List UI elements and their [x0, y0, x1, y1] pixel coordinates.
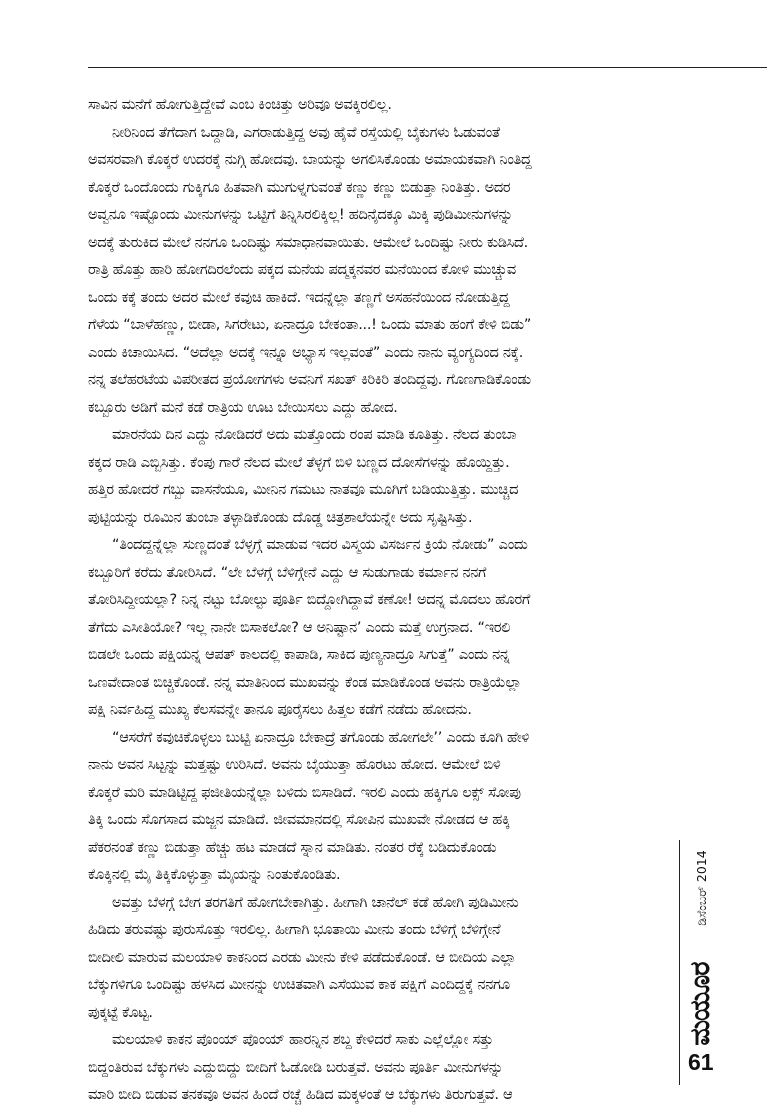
text-line: ಎಂದು ಕಿಚಾಯಿಸಿದ. “ಅದೆಲ್ಲಾ ಅದಕ್ಕೆ ಇನ್ನೂ ಅಭ್ಯಾಸ ಇಲ್ಲವಂತೆ” ಎಂದು ನಾನು ವ್ಯಂಗ್ಯದಿಂದ ನಕ್ಕೆ.	[88, 344, 524, 361]
text-line: ಹಿಡಿದು ತರುವಷ್ಟು ಪುರುಸೊತ್ತು ಇರಲಿಲ್ಲ. ಹೀಗಾಗಿ ಭೂತಾಯಿ ಮೀನು ತಂದು ಬೆಳಿಗ್ಗೆ ಬೆಳಿಗ್ಗೇನೆ	[88, 922, 501, 938]
text-line: ಬಿಡಲೇ ಒಂದು ಪಕ್ಷಿಯನ್ನ ಆಪತ್ ಕಾಲದಲ್ಲಿ ಕಾಪಾಡಿ, ಸಾಕಿದ ಪುಣ್ಯನಾದ್ರೂ ಸಿಗುತ್ತೆ” ಎಂದು ನನ್ನ	[88, 647, 510, 663]
text-line: ಬೀದೀಲಿ ಮಾರುವ ಮಲಯಾಳಿ ಕಾಕನಿಂದ ಎರಡು ಮೀನು ಕೇಳಿ ಪಡೆದುಕೊಂಡೆ. ಆ ಬೀದಿಯ ಎಲ್ಲಾ	[88, 949, 516, 966]
page-number: 61	[688, 1049, 714, 1075]
text-line: ಅವತ್ತು ಬೆಳಗ್ಗೆ ಬೇಗ ತರಗತಿಗೆ ಹೋಗಬೇಕಾಗಿತ್ತು. ಹೀಗಾಗಿ ಚಾನೆಲ್ ಕಡೆ ಹೋಗಿ ಪುಡಿಮೀನು	[112, 894, 519, 911]
text-line: ಒಣವೇದಾಂತ ಬಿಚ್ಚಿಕೊಂಡೆ. ನನ್ನ ಮಾತಿನಿಂದ ಮುಖವನ್ನು ಕೆಂಡ ಮಾಡಿಕೊಂಡ ಅವನು ರಾತ್ರಿಯೆಲ್ಲಾ	[88, 674, 522, 691]
issue-date: ಡಿಸೆಂಬರ್ 2014	[694, 850, 709, 926]
text-line: ಕೊಕ್ಕರೆ ಮರಿ ಮಾಡಿಟ್ಟಿದ್ದ ಫಜೀತಿಯನ್ನೆಲ್ಲಾ ಬಳಿದು ಬಿಸಾಡಿದೆ. ಇರಲಿ ಎಂದು ಹಕ್ಕಿಗೂ ಲಕ್ಸ್ ಸೋಪು	[88, 784, 521, 801]
text-line: ಪೆಕರನಂತೆ ಕಣ್ಣು ಬಿಡುತ್ತಾ ಹೆಚ್ಚು ಹಟ ಮಾಡದೆ ಸ್ನಾನ ಮಾಡಿತು. ನಂತರ ರೆಕ್ಕೆ ಬಡಿದುಕೊಂಡು	[88, 839, 497, 856]
magazine-sidebar	[685, 840, 715, 1045]
text-line: ಬೆಕ್ಕುಗಳಿಗೂ ಒಂದಿಷ್ಟು ಹಳಸಿದ ಮೀನನ್ನು ಉಚಿತವಾಗಿ ಎಸೆಯುವ ಕಾಕ ಪಕ್ಷಿಗೆ ಎಂದಿದ್ದಕ್ಕೆ ನನಗೂ	[88, 977, 510, 993]
text-line: “ತಿಂದದ್ದನ್ನೆಲ್ಲಾ ಸುಣ್ಣದಂತೆ ಬೆಳ್ಳಗ್ಗೆ ಮಾಡುವ ಇದರ ವಿಸ್ಮಯ ವಿಸರ್ಜನ ಕ್ರಿಯೆ ನೋಡು” ಎಂದು	[112, 537, 528, 553]
text-line: ತಿಕ್ಕಿ ಒಂದು ಸೊಗಸಾದ ಮಜ್ಜನ ಮಾಡಿದೆ. ಜೀವಮಾನದಲ್ಲಿ ಸೋಪಿನ ಮುಖವೇ ನೋಡದ ಆ ಹಕ್ಕಿ	[88, 812, 510, 828]
text-line: ಕೊಕ್ಕಿನಲ್ಲಿ ಮೈ ತಿಕ್ಕಿಕೊಳ್ಳುತ್ತಾ ಮೈಯನ್ನು ನಿಂತುಕೊಂಡಿತು.	[88, 867, 341, 883]
text-line: ತೆಗೆದು ಎಸೀತಿಯೋ? ಇಲ್ಲ ನಾನೇ ಬಿಸಾಕಲೋ? ಆ ಅನಿಷ್ಟಾನ’ ಎಂದು ಮತ್ತೆ ಉಗ್ರನಾದ. “ಇರಲಿ	[88, 619, 511, 636]
text-line: ಅದಕ್ಕೆ ತುರುಕಿದ ಮೇಲೆ ನನಗೂ ಒಂದಿಷ್ಟು ಸಮಾಧಾನವಾಯಿತು. ಆಮೇಲೆ ಒಂದಿಷ್ಟು ನೀರು ಕುಡಿಸಿದೆ.	[88, 234, 528, 251]
text-line: ಕೊಕ್ಕರೆ ಒಂದೊಂದು ಗುಕ್ಕಿಗೂ ಹಿತವಾಗಿ ಮುಗುಳ್ನಗುವಂತೆ ಕಣ್ಣು ಕಣ್ಣು ಬಿಡುತ್ತಾ ನಿಂತಿತ್ತು. ಅದರ	[88, 179, 511, 196]
text-line: ಗೆಳೆಯ “ಬಾಳೆಹಣ್ಣು, ಬೀಡಾ, ಸಿಗರೇಟು, ಏನಾದ್ರೂ ಬೇಕಂತಾ...! ಒಂದು ಮಾತು ಹಂಗೆ ಕೇಳಿ ಬಿಡು”	[88, 317, 532, 333]
top-rule	[88, 67, 767, 68]
text-line: “ಆಸರೆಗೆ ಕವುಚಿಕೊಳ್ಳಲು ಬುಟ್ಟಿ ಏನಾದ್ರೂ ಬೇಕಾದ್ರೆ ತಗೊಂಡು ಹೋಗಲೇ’’ ಎಂದು ಕೂಗಿ ಹೇಳಿ	[112, 729, 530, 746]
text-line: ನಾನು ಅವನ ಸಿಟ್ಟನ್ನು ಮತ್ತಷ್ಟು ಉರಿಸಿದೆ. ಅವನು ಬೈಯುತ್ತಾ ಹೊರಟು ಹೋದ. ಆಮೇಲೆ ಬಿಳಿ	[88, 757, 501, 773]
text-line: ಕಕ್ಕದ ರಾಡಿ ಎಬ್ಬಿಸಿತ್ತು. ಕೆಂಪು ಗಾರೆ ನೆಲದ ಮೇಲೆ ತೆಳ್ಳಗೆ ಬಿಳಿ ಬಣ್ಣದ ದೋಸೆಗಳನ್ನು ಹೊಯ್ದಿತ್ತು.	[88, 454, 510, 471]
text-line: ಮಾರಿ ಬೀದಿ ಬಿಡುವ ತನಕವೂ ಅವನ ಹಿಂದೆ ರಚ್ಚೆ ಹಿಡಿದ ಮಕ್ಕಳಂತೆ ಆ ಬೆಕ್ಕುಗಳು ತಿರುಗುತ್ತವೆ. ಆ	[88, 1087, 513, 1103]
text-line: ಕಬ್ಬೂರಿಗೆ ಕರೆದು ತೋರಿಸಿದೆ. “ಲೇ ಬೆಳಗ್ಗೆ ಬೆಳಿಗ್ಗೇನೆ ಎದ್ದು ಆ ಸುಡುಗಾಡು ಕರ್ಮಾನ ನನಗೆ	[88, 564, 487, 581]
text-line: ನನ್ನ ತಲೆಹರಟೆಯ ವಿಪರೀತದ ಪ್ರಯೋಗಗಳು ಅವನಿಗೆ ಸಖತ್ ಕಿರಿಕಿರಿ ತಂದಿದ್ದವು. ಗೊಣಗಾಡಿಕೊಂಡು	[88, 372, 531, 388]
magazine-name: ಮಯೂರ	[685, 962, 716, 1046]
text-line: ಸಾವಿನ ಮನೆಗೆ ಹೋಗುತ್ತಿದ್ದೇವೆ ಎಂಬ ಕಿಂಚಿತ್ತು ಅರಿವೂ ಅವಕ್ಕಿರಲಿಲ್ಲ.	[88, 97, 392, 113]
text-line: ಬಿದ್ದಂತಿರುವ ಬೆಕ್ಕುಗಳು ಎದ್ದುಬಿದ್ದು ಬೀದಿಗೆ ಓಡೋಡಿ ಬರುತ್ತವೆ. ಅವನು ಪೂರ್ತಿ ಮೀನುಗಳನ್ನು	[88, 1059, 504, 1076]
text-line: ತೋರಿಸಿದ್ದೀಯಲ್ಲಾ? ನಿನ್ನ ನಟ್ಟು ಬೋಲ್ಟು ಪೂರ್ತಿ ಬಿದ್ದೋಗಿದ್ದಾವೆ ಕಣೋ! ಅದನ್ನ ಮೊದಲು ಹೊರಗೆ	[88, 592, 531, 608]
article-body	[88, 92, 678, 1110]
text-line: ಪುಟ್ಟಿಯನ್ನು ರೂಮಿನ ತುಂಬಾ ತಳ್ಳಾಡಿಕೊಂಡು ದೊಡ್ಡ ಚಿತ್ರಶಾಲೆಯನ್ನೇ ಅದು ಸೃಷ್ಟಿಸಿತ್ತು.	[88, 509, 473, 526]
text-line: ಹತ್ತಿರ ಹೋದರೆ ಗಬ್ಬು ವಾಸನೆಯೂ, ಮೀನಿನ ಗಮಟು ನಾತವೂ ಮೂಗಿಗೆ ಬಡಿಯುತ್ತಿತ್ತು. ಮುಚ್ಚಿದ	[88, 482, 519, 498]
text-line: ಕಬ್ಬೂರು ಅಡಿಗೆ ಮನೆ ಕಡೆ ರಾತ್ರಿಯ ಊಟ ಬೇಯಿಸಲು ಎದ್ದು ಹೋದ.	[88, 399, 398, 416]
text-line: ಮಲಯಾಳಿ ಕಾಕನ ಪೊಂಯ್ ಪೊಂಯ್ ಹಾರನ್ನಿನ ಶಬ್ದ ಕೇಳಿದರೆ ಸಾಕು ಎಲ್ಲೆಲ್ಲೋ ಸತ್ತು	[112, 1032, 494, 1048]
text-line: ಅವ್ವನೂ ಇಷ್ಟೊಂದು ಮೀನುಗಳನ್ನು ಒಟ್ಟಿಗೆ ತಿನ್ನಿಸಿರಲಿಕ್ಕಿಲ್ಲ! ಹದಿನೈದಕ್ಕೂ ಮಿಕ್ಕಿ ಪುಡಿಮೀನುಗಳನ್ನು	[88, 207, 513, 223]
text-line: ಪಕ್ಷಿ ನಿರ್ವಹಿದ್ದ ಮುಖ್ಯ ಕೆಲಸವನ್ನೇ ತಾನೂ ಪೂರೈಸಲು ಹಿತ್ತಲ ಕಡೆಗೆ ನಡೆದು ಹೋದನು.	[88, 702, 472, 718]
text-line: ನೀರಿನಿಂದ ತೆಗೆದಾಗ ಒದ್ದಾಡಿ, ಎಗರಾಡುತ್ತಿದ್ದ ಅವು ಹೈವೆ ರಸ್ತೆಯಲ್ಲಿ ಬೈಕುಗಳು ಓಡುವಂತೆ	[112, 124, 500, 141]
text-line: ಮಾರನೆಯ ದಿನ ಎದ್ದು ನೋಡಿದರೆ ಅದು ಮತ್ತೊಂದು ರಂಪ ಮಾಡಿ ಕೂತಿತ್ತು. ನೆಲದ ತುಂಬಾ	[112, 427, 517, 443]
text-line: ಪುಕ್ಕಟ್ಟೆ ಕೊಟ್ಟ.	[88, 1004, 153, 1021]
text-line: ಅವಸರವಾಗಿ ಕೊಕ್ಕರೆ ಉದರಕ್ಕೆ ನುಗ್ಗಿ ಹೋದವು. ಬಾಯನ್ನು ಅಗಲಿಸಿಕೊಂಡು ಅಮಾಯಕವಾಗಿ ನಿಂತಿದ್ದ	[88, 152, 532, 168]
sidebar-rule	[679, 840, 680, 1085]
text-line: ರಾತ್ರಿ ಹೊತ್ತು ಹಾರಿ ಹೋಗದಿರಲೆಂದು ಪಕ್ಕದ ಮನೆಯ ಪದ್ಮಕ್ಕನವರ ಮನೆಯಿಂದ ಕೋಳಿ ಮುಚ್ಚುವ	[88, 262, 516, 278]
text-line: ಒಂದು ಕಕ್ಕೆ ತಂದು ಅದರ ಮೇಲೆ ಕವುಚಿ ಹಾಕಿದೆ. ಇದನ್ನೆಲ್ಲಾ ತಣ್ಣಗೆ ಅಸಹನೆಯಿಂದ ನೋಡುತ್ತಿದ್ದ	[88, 289, 510, 306]
